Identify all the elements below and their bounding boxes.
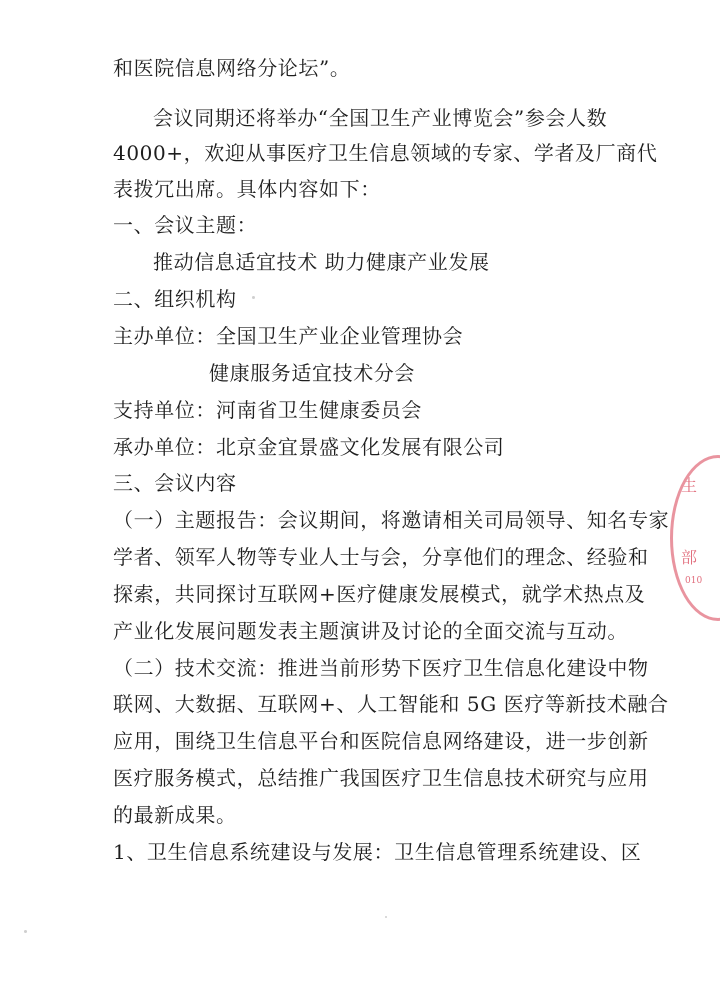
support-unit: 支持单位：河南省卫生健康委员会 (113, 398, 422, 422)
section-heading-2: 二、组织机构 (113, 287, 237, 311)
text-line-4: 表拨冗出席。具体内容如下： (113, 177, 381, 201)
text-line-1: 和医院信息网络分论坛”。 (113, 56, 351, 80)
section-heading-1: 一、会议主题： (113, 213, 258, 237)
text-line-19: 应用，围绕卫生信息平台和医院信息网络建设，进一步创新 (113, 729, 649, 753)
host-unit-2: 健康服务适宜技术分会 (209, 361, 415, 385)
host-unit: 主办单位：全国卫生产业企业管理协会 (113, 324, 464, 348)
text-line-18: 联网、大数据、互联网+、人工智能和 5G 医疗等新技术融合 (113, 692, 669, 716)
text-line-14: 学者、领军人物等专业人士与会，分享他们的理念、经验和 (113, 545, 649, 569)
stamp-text-1: 生 (681, 476, 698, 495)
text-line-2: 会议同期还将举办“全国卫生产业博览会”参会人数 (153, 106, 608, 130)
meeting-theme: 推动信息适宜技术 助力健康产业发展 (153, 250, 490, 274)
text-line-20: 医疗服务模式，总结推广我国医疗卫生信息技术研究与应用 (113, 766, 649, 790)
text-line-13: （一）主题报告：会议期间，将邀请相关司局领导、知名专家 (113, 508, 670, 532)
text-line-21: 的最新成果。 (113, 803, 237, 827)
text-line-16: 产业化发展问题发表主题演讲及讨论的全面交流与互动。 (113, 619, 628, 643)
text-line-17: （二）技术交流：推进当前形势下医疗卫生信息化建设中物 (113, 656, 649, 680)
scan-speck (252, 296, 255, 299)
scan-speck (24, 930, 27, 933)
stamp-text-3: 010 (685, 576, 703, 586)
text-line-15: 探索，共同探讨互联网+医疗健康发展模式，就学术热点及 (113, 582, 646, 606)
text-line-3: 4000+，欢迎从事医疗卫生信息领域的专家、学者及厂商代 (113, 141, 658, 165)
organizer-unit: 承办单位：北京金宜景盛文化发展有限公司 (113, 435, 505, 459)
text-line-22: 1、卫生信息系统建设与发展：卫生信息管理系统建设、区 (113, 840, 642, 864)
scan-speck (385, 916, 387, 918)
section-heading-3: 三、会议内容 (113, 471, 237, 495)
stamp-text-2: 部 (681, 548, 698, 567)
